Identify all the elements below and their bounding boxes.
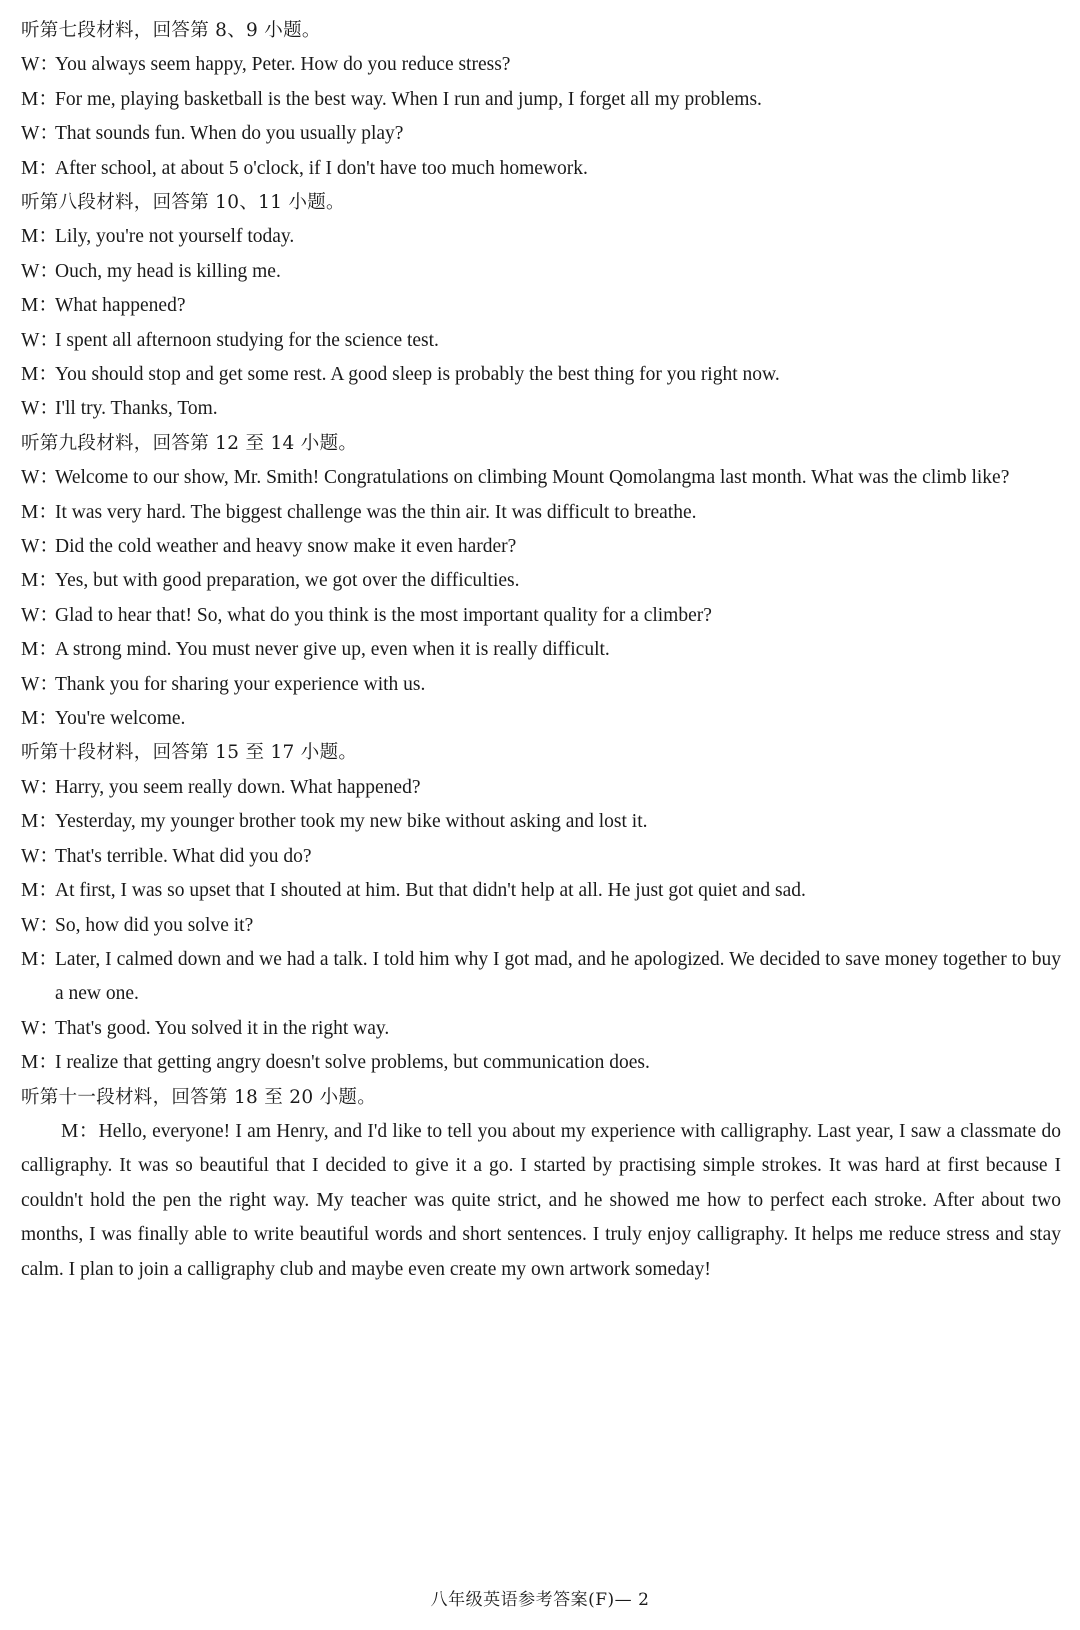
line-text: Harry, you seem really down. What happened? xyxy=(55,776,421,798)
speaker-label: M： xyxy=(21,880,58,902)
line-text: Yesterday, my younger brother took my new bike without asking and lost it. xyxy=(55,811,648,833)
line-text: I'll try. Thanks, Tom. xyxy=(55,398,218,420)
speaker-label: W： xyxy=(21,776,59,798)
dialogue-line xyxy=(21,83,1061,117)
speaker-label: W： xyxy=(21,398,59,420)
dialogue-line xyxy=(21,392,1061,426)
section-heading: 听第八段材料，回答第 10、11 小题。 xyxy=(21,192,345,214)
line-text: Did the cold weather and heavy snow make it even harder? xyxy=(55,536,517,558)
speaker-label: W： xyxy=(21,54,59,76)
speaker-label: W： xyxy=(21,604,59,626)
line-text: What happened? xyxy=(55,295,186,317)
speaker-label: M： xyxy=(21,88,58,110)
speaker-label: M： xyxy=(21,639,58,661)
speaker-label: M： xyxy=(21,295,58,317)
speaker-label: W： xyxy=(21,1017,59,1039)
speaker-label: M： xyxy=(21,226,58,248)
line-text: Ouch, my head is killing me. xyxy=(55,260,281,282)
section-heading: 听第九段材料，回答第 12 至 14 小题。 xyxy=(21,432,358,454)
speaker-label: W： xyxy=(21,467,59,489)
line-text: You're welcome. xyxy=(55,708,186,730)
speaker-label: W： xyxy=(21,673,59,695)
speaker-label: W： xyxy=(21,260,59,282)
line-text: You always seem happy, Peter. How do you reduce stress? xyxy=(55,54,511,76)
section-heading: 听第十一段材料，回答第 18 至 20 小题。 xyxy=(21,1086,377,1108)
line-text: Lily, you're not yourself today. xyxy=(55,226,295,248)
dialogue-line xyxy=(21,117,1061,151)
dialogue-line xyxy=(21,48,1061,82)
dialogue-line xyxy=(21,702,1061,736)
dialogue-line xyxy=(21,1012,1061,1046)
dialogue-line xyxy=(21,564,1061,598)
speaker-label: M： xyxy=(21,570,58,592)
speaker-label: W： xyxy=(21,845,59,867)
dialogue-line xyxy=(21,909,1061,943)
dialogue-line xyxy=(21,220,1061,254)
line-text: That sounds fun. When do you usually play? xyxy=(55,123,404,145)
section-heading: 听第十段材料，回答第 15 至 17 小题。 xyxy=(21,742,358,764)
dialogue-line xyxy=(21,358,1061,392)
dialogue-line xyxy=(21,771,1061,805)
speaker-label: W： xyxy=(21,914,59,936)
dialogue-line xyxy=(21,461,1061,495)
line-text: That's good. You solved it in the right way. xyxy=(55,1017,390,1039)
line-text: Glad to hear that! So, what do you think is the most important quality for a climber? xyxy=(55,604,712,626)
dialogue-line xyxy=(21,599,1061,633)
line-text: After school, at about 5 o'clock, if I don't have too much homework. xyxy=(55,157,588,179)
line-text: I realize that getting angry doesn't solve problems, but communication does. xyxy=(55,1052,650,1074)
dialogue-line xyxy=(21,152,1061,186)
line-text: You should stop and get some rest. A good sleep is probably the best thing for you right now. xyxy=(55,364,780,386)
section-heading: 听第七段材料，回答第 8、9 小题。 xyxy=(21,20,321,41)
line-text: Welcome to our show, Mr. Smith! Congratulations on climbing Mount Qomolangma last month. What was the climb like? xyxy=(55,467,1010,489)
section-11 xyxy=(21,1081,1061,1287)
dialogue-line xyxy=(21,496,1061,530)
line-text: So, how did you solve it? xyxy=(55,914,254,936)
line-text: Later, I calmed down and we had a talk. I told him why I got mad, and he apologized. We decided to save money together to buy a new one. xyxy=(55,948,1061,1005)
dialogue-line xyxy=(21,255,1061,289)
dialogue-line xyxy=(21,805,1061,839)
section-10 xyxy=(21,736,1061,1080)
line-text: It was very hard. The biggest challenge was the thin air. It was difficult to breathe. xyxy=(55,501,697,523)
dialogue-line xyxy=(21,1046,1061,1080)
line-text: Yes, but with good preparation, we got over the difficulties. xyxy=(55,570,520,592)
dialogue-line xyxy=(21,530,1061,564)
speaker-label: M： xyxy=(21,364,58,386)
section-9 xyxy=(21,427,1061,737)
dialogue-line xyxy=(21,633,1061,667)
speaker-label: W： xyxy=(21,123,59,145)
speaker-label: M： xyxy=(21,501,58,523)
section-8 xyxy=(21,186,1061,427)
speaker-label: M： xyxy=(21,708,58,730)
speaker-label: M： xyxy=(21,811,58,833)
line-text: A strong mind. You must never give up, even when it is really difficult. xyxy=(55,639,610,661)
speaker-label: W： xyxy=(21,536,59,558)
dialogue-line xyxy=(21,668,1061,702)
dialogue-line xyxy=(21,874,1061,908)
line-text: At first, I was so upset that I shouted at him. But that didn't help at all. He just got quiet and sad. xyxy=(55,880,806,902)
line-text: That's terrible. What did you do? xyxy=(55,845,312,867)
page-footer: 八年级英语参考答案(F)— 2 xyxy=(430,1590,650,1610)
speaker-label: W： xyxy=(21,329,59,351)
dialogue-line xyxy=(21,840,1061,874)
dialogue-line xyxy=(21,289,1061,323)
speaker-label: M： xyxy=(21,1052,58,1074)
speaker-label: M： xyxy=(21,948,58,970)
section-7 xyxy=(21,14,1061,186)
line-text: For me, playing basketball is the best way. When I run and jump, I forget all my problems. xyxy=(55,88,762,110)
line-text: Thank you for sharing your experience with us. xyxy=(55,673,426,695)
monologue-paragraph: M：Hello, everyone! I am Henry, and I'd like to tell you about my experience with calligraphy. Last year, I saw a classmate do calligraphy. It was so beautiful that I decided to give it a go. I started by practising simple strokes. It was hard at first because I couldn't hold the pen the right way. My teacher was quite strict, and he showed me how to perfect each stroke. After about two months, I was finally able to write beautiful words and short sentences. I truly enjoy calligraphy. It helps me reduce stress and stay calm. I plan to join a calligraphy club and maybe even create my own artwork someday! xyxy=(21,1120,1061,1280)
dialogue-line xyxy=(21,324,1061,358)
line-text: I spent all afternoon studying for the science test. xyxy=(55,329,439,351)
document-body xyxy=(21,14,1061,1287)
speaker-label: M： xyxy=(21,157,58,179)
dialogue-line xyxy=(21,943,1061,1012)
